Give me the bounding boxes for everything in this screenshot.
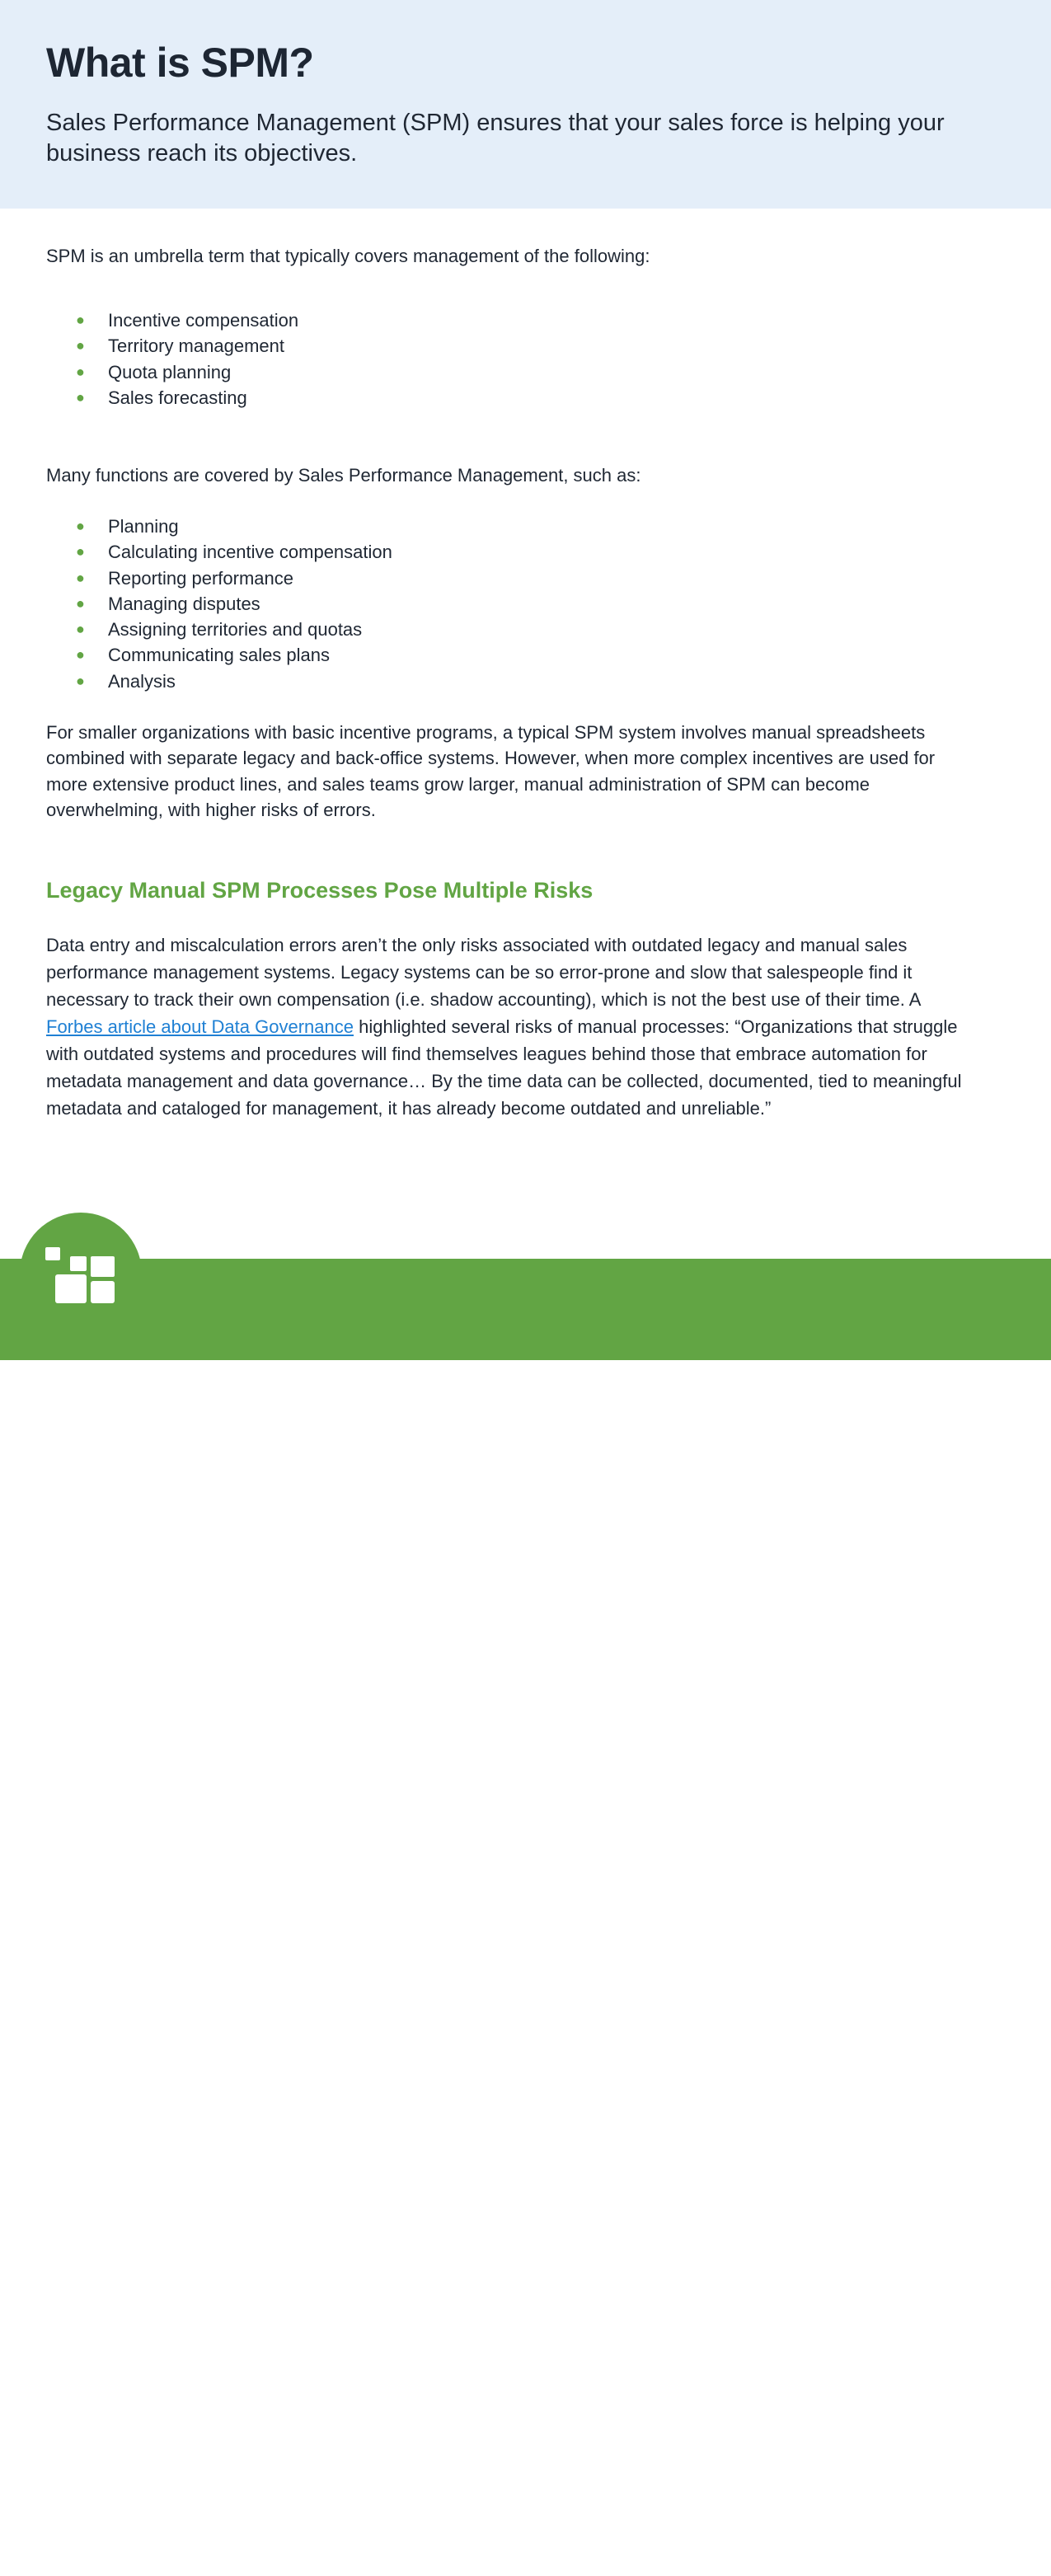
list-item: ● Reporting performance (46, 565, 392, 591)
list-item: ● Planning (46, 514, 392, 539)
bullet-icon: ● (76, 363, 85, 380)
forbes-article-link[interactable]: Forbes article about Data Governance (46, 1016, 354, 1037)
bullet-icon: ● (76, 621, 85, 638)
bullet-icon: ● (76, 646, 85, 664)
bullet-icon: ● (76, 337, 85, 354)
list-item: ● Sales forecasting (46, 385, 298, 411)
bullet-icon: ● (76, 312, 85, 328)
list-item: ● Communicating sales plans (46, 642, 392, 668)
bullet-icon: ● (76, 672, 85, 689)
spm-coverage-list (46, 307, 298, 411)
list-item: ● Territory management (46, 333, 298, 359)
bullet-icon: ● (76, 569, 85, 586)
header-banner (0, 0, 1051, 209)
bullet-icon: ● (76, 543, 85, 561)
functions-paragraph: Many functions are covered by Sales Performance Management, such as: (46, 465, 641, 486)
risks-paragraph: Data entry and miscalculation errors aren’t the only risks associated with outdated legacy and manual sales performance management systems. Legacy systems can be so error-prone and slow that salespeople find it necessary to track their own compensation (i.e. shadow accounting), which is not the best use of their time. A Forbes article about Data Governance highlighted several risks of manual processes: “Organizations that struggle with outdated systems and procedures will find themselves leagues behind those that embrace automation for metadata management and data governance… By the time data can be collected, documented, tied to meaningful metadata and cataloged for management, it has already become outdated and unreliable.” (46, 935, 962, 1119)
bullet-icon: ● (76, 388, 85, 406)
spm-functions-list (46, 514, 392, 694)
bullet-icon: ● (76, 594, 85, 612)
list-item: ● Assigning territories and quotas (46, 617, 392, 642)
section-heading: Legacy Manual SPM Processes Pose Multiple Risks (46, 878, 594, 903)
list-item: ● Incentive compensation (46, 307, 298, 333)
page-number: 2 (994, 2554, 1005, 2574)
list-item: ● Managing disputes (46, 591, 392, 617)
list-item: ● Quota planning (46, 359, 298, 385)
page-subtitle: Sales Performance Management (SPM) ensures that your sales force is helping your business reach its objectives. (46, 110, 945, 167)
organizations-paragraph: For smaller organizations with basic incentive programs, a typical SPM system involves manual spreadsheets combined with separate legacy and back-office systems. However, when more complex incentives are used for more extensive product lines, and sales teams grow larger, manual administration of SPM can become overwhelming, with higher risks of errors. (46, 722, 936, 821)
blocks-logo-icon (45, 1247, 115, 1303)
list-item: ● Analysis (46, 669, 392, 694)
footer-bar (0, 1259, 1051, 2574)
list-item: ● Calculating incentive compensation (46, 539, 392, 565)
bullet-icon: ● (76, 518, 85, 534)
page-title: What is SPM? (46, 40, 314, 86)
intro-paragraph: SPM is an umbrella term that typically covers management of the following: (46, 246, 650, 266)
